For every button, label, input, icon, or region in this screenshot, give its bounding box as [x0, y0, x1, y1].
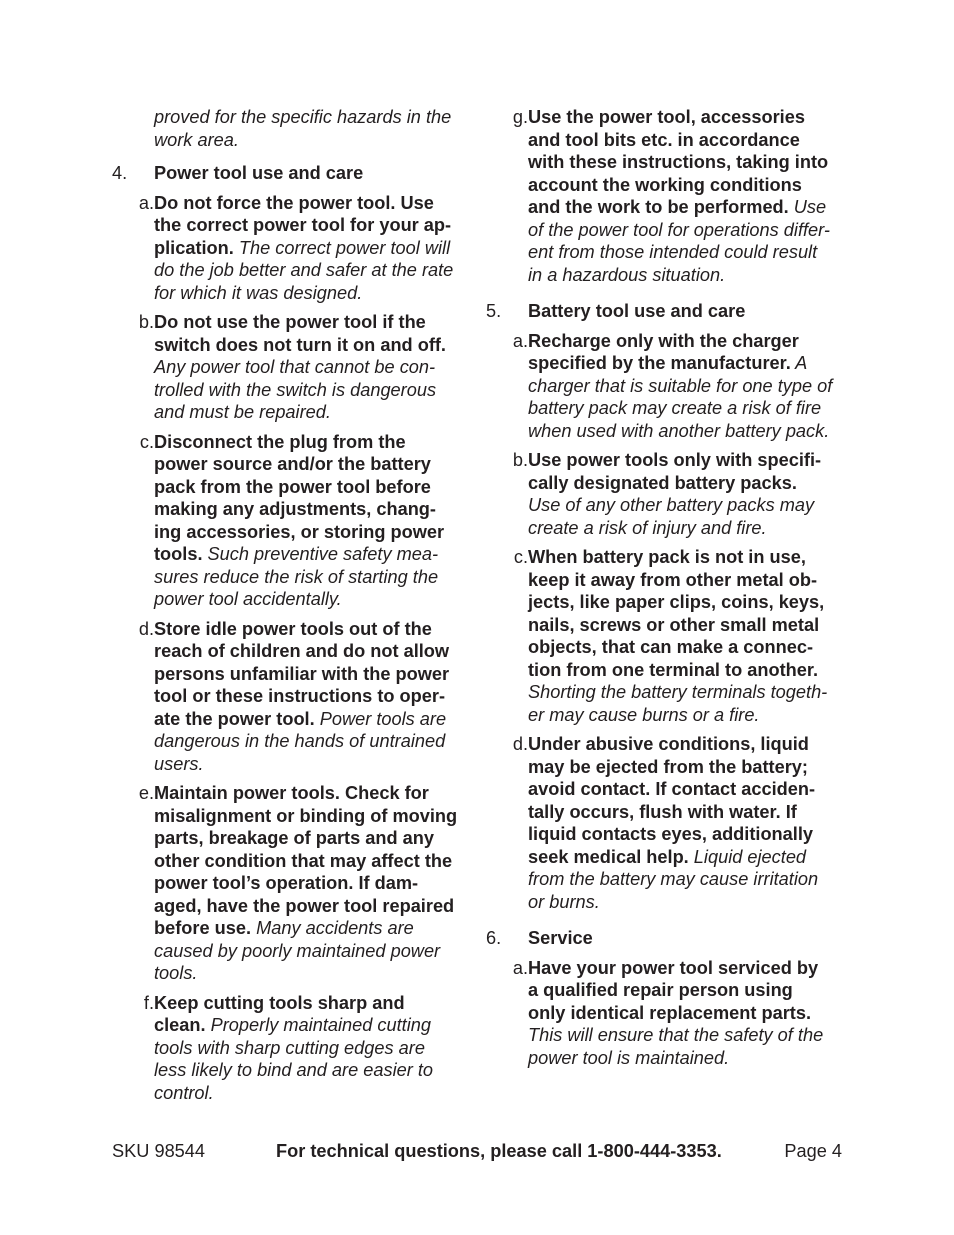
page-number: Page 4 [784, 1141, 842, 1161]
section-title: Power tool use and care [154, 163, 364, 183]
item-bold-text: Maintain power tools. Check for misalignment or binding of moving parts, breakage of parts and any other condition that may affect the power tool’s operation. If dam- aged, have the power tool repaired before use. [154, 783, 458, 938]
section-title: Battery tool use and care [528, 301, 746, 321]
item-italic-text: Any power tool that cannot be con- trolled with the switch is dangerous and must be repaired. [154, 357, 437, 422]
list-item [486, 106, 848, 286]
item-italic-text: This will ensure that the safety of the power tool is maintained. [528, 1025, 824, 1068]
item-bold-text: Store idle power tools out of the reach of children and do not allow persons unfamiliar with the power tool or these instructions to oper- ate the power tool. [154, 618, 450, 729]
list-item [486, 546, 848, 726]
list-item [112, 431, 472, 611]
item-bold-text: Recharge only with the charger specified by the manufacturer. [528, 330, 799, 373]
list-item [112, 311, 472, 424]
item-letter: c. [513, 547, 528, 567]
section-number: 5. [486, 301, 502, 321]
item-bold-text: Do not use the power tool if the switch does not turn it on and off. [154, 312, 446, 355]
item-italic-text: The correct power tool will do the job better and safer at the rate for which it was designed. [154, 237, 454, 303]
item-bold-text: Under abusive conditions, liquid may be ejected from the battery; avoid contact. If contact acciden- tally occurs, flush with water. If liquid contacts eyes, additionally seek medical help. [528, 734, 816, 867]
item-letter: e. [138, 783, 154, 803]
item-letter: a. [512, 957, 528, 978]
item-letter: f. [143, 992, 154, 1013]
page-footer [112, 1139, 842, 1163]
list-item [486, 957, 848, 1070]
list-item [486, 733, 848, 913]
section-service [486, 927, 848, 1069]
item-bold-text: Have your power tool serviced by a qualified repair person using only identical replacement parts. [528, 957, 819, 1023]
list-item [112, 618, 472, 776]
list-item [112, 192, 472, 305]
item-italic-text: Power tools are dangerous in the hands of untrained users. [154, 708, 447, 774]
list-item [112, 992, 472, 1105]
sku-label: SKU 98544 [112, 1141, 206, 1161]
item-bold-text: When battery pack is not in use, keep it away from other metal ob- jects, like paper clips, coins, keys, nails, screws or other small metal objects, that can make a connec- tion from one terminal to another. [528, 547, 825, 680]
item-letter: a. [512, 330, 528, 351]
item-italic-text: Use of the power tool for operations differ- ent from those intended could result in a hazardous situation. [528, 197, 830, 285]
list-item [112, 782, 472, 985]
item-bold-text: Keep cutting tools sharp and clean. [154, 992, 405, 1035]
item-letter: g. [512, 107, 528, 127]
section-heading [486, 927, 848, 950]
item-italic-text: Many accidents are caused by poorly maintained power tools. [154, 918, 441, 983]
continued-text: proved for the specific hazards in the work area. [154, 107, 452, 150]
list-item [486, 330, 848, 443]
section-power-tool-use [112, 162, 472, 1104]
item-letter: a. [138, 192, 154, 213]
left-column [112, 106, 472, 1118]
item-letter: b. [138, 312, 154, 332]
item-letter: d. [512, 734, 528, 754]
item-italic-text: A charger that is suitable for one type of battery pack may create a risk of fire when used with another battery pack. [528, 353, 833, 441]
list-item [486, 449, 848, 539]
item-bold-text: Use power tools only with specifi- cally designated battery packs. [528, 450, 822, 493]
item-italic-text: Shorting the battery terminals togeth- er may cause burns or a fire. [528, 682, 828, 725]
section-number: 6. [486, 928, 502, 948]
section-title: Service [528, 928, 593, 948]
item-italic-text: Use of any other battery packs may create a risk of injury and fire. [528, 495, 815, 538]
section-heading [112, 162, 472, 185]
item-letter: d. [138, 618, 154, 639]
item-italic-text: Liquid ejected from the battery may cause irritation or burns. [528, 846, 819, 912]
item-italic-text: Properly maintained cutting tools with sharp cutting edges are less likely to bind and are easier to control. [154, 1015, 434, 1103]
item-italic-text: Such preventive safety mea- sures reduce the risk of starting the power tool accidentally. [154, 544, 439, 609]
section-number: 4. [112, 163, 128, 183]
section-heading [486, 300, 848, 323]
right-column [486, 106, 848, 1083]
item-letter: b. [512, 450, 528, 470]
item-bold-text: Do not force the power tool. Use the correct power tool for your ap- plication. [154, 192, 452, 258]
item-bold-text: Use the power tool, accessories and tool bits etc. in accordance with these instructions, taking into account the working conditions and the work to be performed. [528, 107, 829, 217]
technical-phone-line: For technical questions, please call 1-800-444-3353. [276, 1141, 722, 1161]
section-battery-tool-use [486, 300, 848, 913]
item-bold-text: Disconnect the plug from the power source and/or the battery pack from the power tool before making any adjustments, chang- ing accessories, or storing power tools. [154, 431, 445, 564]
item-letter: c. [139, 431, 154, 452]
